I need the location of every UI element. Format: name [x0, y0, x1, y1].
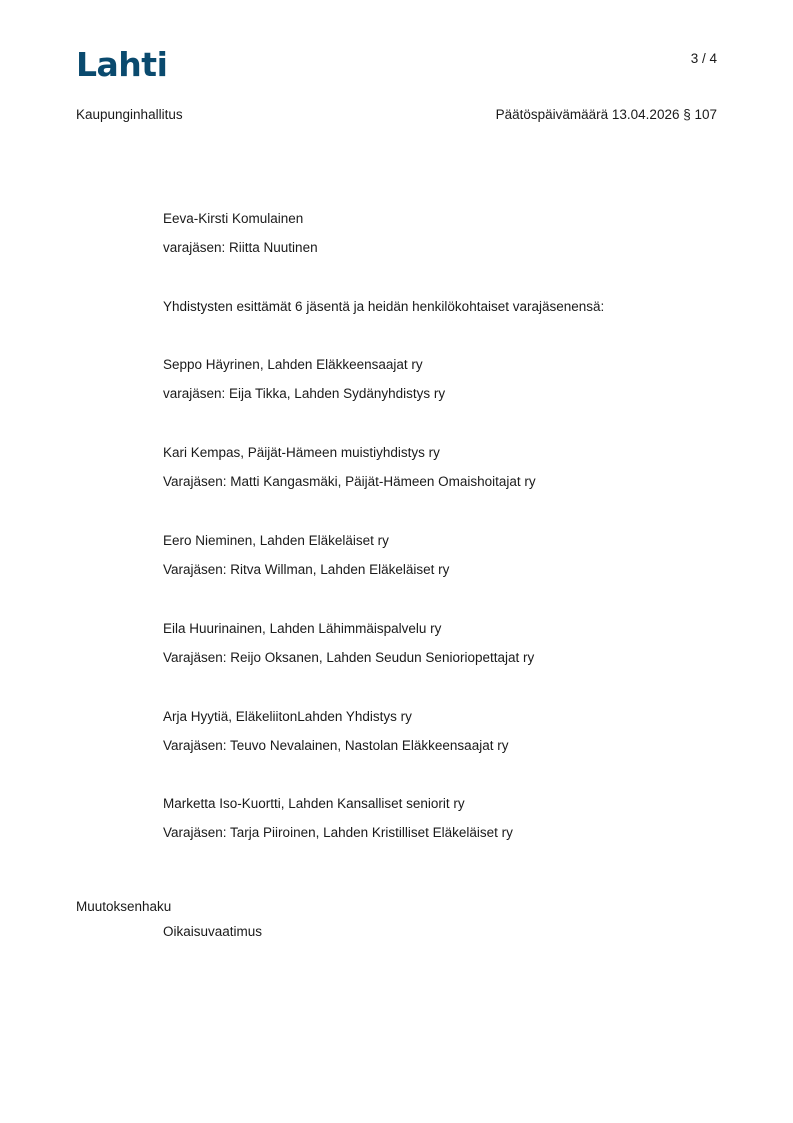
appeal-text: Oikaisuvaatimus [163, 924, 263, 939]
lahti-logo [76, 46, 167, 82]
member-name: Kari Kempas, Päijät-Hämeen muistiyhdistys ry [163, 445, 440, 460]
deputy-member: Varajäsen: Teuvo Nevalainen, Nastolan Eläkkeensaajat ry [163, 738, 509, 753]
appeal-heading: Muutoksenhaku [76, 899, 172, 914]
member-name: Seppo Häyrinen, Lahden Eläkkeensaajat ry [163, 357, 423, 372]
page-number: 3 / 4 [690, 51, 717, 66]
deputy-member: varajäsen: Riitta Nuutinen [163, 240, 318, 255]
decision-date: Päätöspäivämäärä 13.04.2026 § 107 [495, 107, 717, 122]
intro-text: Yhdistysten esittämät 6 jäsentä ja heidän henkilökohtaiset varajäsenensä: [163, 299, 605, 314]
department-name: Kaupunginhallitus [76, 107, 183, 122]
deputy-member: Varajäsen: Ritva Willman, Lahden Eläkeläiset ry [163, 562, 450, 577]
member-name: Marketta Iso-Kuortti, Lahden Kansalliset seniorit ry [163, 796, 465, 811]
deputy-member: Varajäsen: Reijo Oksanen, Lahden Seudun Senioriopettajat ry [163, 650, 535, 665]
member-name: Arja Hyytiä, EläkeliitonLahden Yhdistys ry [163, 709, 412, 724]
deputy-member: varajäsen: Eija Tikka, Lahden Sydänyhdistys ry [163, 386, 446, 401]
logo-text: Lahti [76, 44, 168, 84]
deputy-member: Varajäsen: Matti Kangasmäki, Päijät-Hämeen Omaishoitajat ry [163, 474, 536, 489]
deputy-member: Varajäsen: Tarja Piiroinen, Lahden Kristilliset Eläkeläiset ry [163, 825, 513, 840]
member-name: Eero Nieminen, Lahden Eläkeläiset ry [163, 533, 389, 548]
member-name: Eila Huurinainen, Lahden Lähimmäispalvelu ry [163, 621, 442, 636]
member-name: Eeva-Kirsti Komulainen [163, 211, 304, 226]
